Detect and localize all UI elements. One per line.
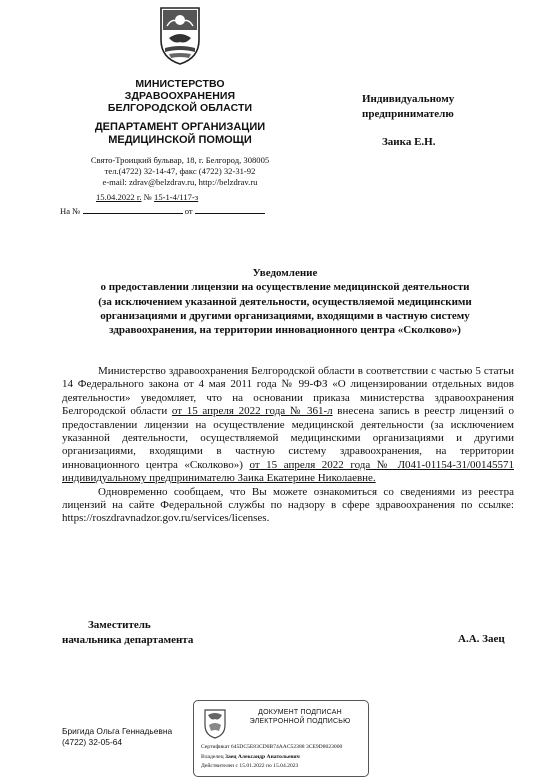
stamp-certificate-row (201, 743, 367, 753)
addressee-line: Индивидуальному (362, 93, 455, 105)
addressee-block (362, 92, 502, 122)
ministry-line: ЗДРАВООХРАНЕНИЯ (124, 90, 236, 102)
department-line: МЕДИЦИНСКОЙ ПОМОЩИ (108, 134, 252, 146)
body-text: внесена запись в реестр лицензий о предоставлении лицензии на осуществление медицинской деятельности (за исключением указанной деятельности, осуществляемой медицинскими организациями и другими организациями, входящими в частную систему здравоохранения, на территории инновационного центра «Сколково») (62, 405, 514, 471)
signatory-title-line: Заместитель (88, 619, 151, 631)
signatory-name: А.А. Заец (458, 633, 505, 645)
reply-prefix: На № (60, 206, 81, 216)
body-paragraph-1 (62, 365, 514, 486)
reply-number-blank (83, 205, 183, 214)
notice-subject-line: о предоставлении лицензии на осуществление медицинской деятельности (100, 281, 470, 294)
reply-reference-line (60, 205, 300, 217)
addressee-name: Заика Е.Н. (382, 136, 436, 148)
ministry-line: МИНИСТЕРСТВО (135, 78, 225, 90)
body-text: Министерство здравоохранения Белгородской области в соответствии с частью 5 статьи 14 Федерального закона от 4 мая 2011 года № 99-ФЗ «О лицензировании отдельных видов деятельности» уведомляет, что на основании приказа министерства здравоохранения Белгородской области (62, 365, 514, 418)
addressee-line: предпринимателю (362, 108, 454, 120)
executor-block (62, 726, 172, 748)
contact-block (60, 155, 300, 188)
reply-date-blank (195, 205, 265, 214)
electronic-signature-stamp (193, 700, 369, 777)
validity-label: Действителен (201, 763, 235, 769)
stamp-validity-row (201, 762, 367, 772)
notice-subject-line: (за исключением указанной деятельности, осуществляемой медицинскими (98, 295, 472, 308)
stamp-emblem-icon (202, 707, 228, 739)
signatory-title-line: начальника департамента (62, 634, 194, 646)
registration-number: 15-1-4/117-з (154, 192, 199, 202)
validity-value: с 15.01.2022 по 15.04.2023 (235, 763, 299, 769)
registration-line (96, 192, 276, 203)
certificate-label: Сертификат (201, 744, 230, 750)
notice-subject-line: организациями и другими организациями, входящими в частную систему (100, 309, 470, 322)
body-paragraph-2: Одновременно сообщаем, что Вы можете ознакомиться со сведениями из реестра лицензий на сайте Федеральной службы по надзору в сфере здравоохранения по ссылке: https://roszdravnadzor.gov.ru/services/licenses. (62, 485, 514, 525)
letter-body (62, 365, 514, 526)
owner-label: Владелец (201, 753, 224, 760)
ministry-line: БЕЛГОРОДСКОЙ ОБЛАСТИ (107, 102, 253, 114)
stamp-owner-row (201, 753, 367, 763)
signatory-title (62, 618, 193, 648)
notice-heading: Уведомление (252, 267, 318, 279)
stamp-heading (234, 708, 366, 726)
department-name (60, 121, 300, 147)
executor-phone: (4722) 32-05-64 (62, 737, 123, 747)
license-reference: от 15 апреля 2022 года № Л041-01154-31/00145571 индивидуальному предпринимателю Заика Екатерине Николаевне. (62, 458, 514, 485)
reply-from: от (184, 206, 193, 216)
stamp-heading-line: ЭЛЕКТРОННОЙ ПОДПИСЬЮ (249, 718, 351, 725)
address: Свято-Троицкий бульвар, 18, г. Белгород, 308005 (90, 155, 270, 165)
order-reference: от 15 апреля 2022 года № 361-л (171, 405, 333, 418)
registration-no-sign: № (143, 192, 152, 202)
department-line: ДЕПАРТАМЕНТ ОРГАНИЗАЦИИ (94, 121, 266, 133)
phone-fax: тел.(4722) 32-14-47, факс (4722) 32-31-92 (104, 166, 256, 176)
owner-value: Заец Александр Анатольевич (225, 753, 300, 760)
certificate-value: 645DC5E83CD0B74AAC52388 3CE9D8023000 (230, 744, 343, 750)
stamp-heading-line: ДОКУМЕНТ ПОДПИСАН (258, 709, 342, 716)
registration-date: 15.04.2022 г. (96, 192, 142, 202)
coat-of-arms-emblem (155, 4, 205, 66)
executor-name: Бригида Ольга Геннадьевна (62, 726, 173, 736)
email-web: e-mail: zdrav@belzdrav.ru, http://belzdrav.ru (102, 177, 258, 187)
notice-subject-line: здравоохранения, на территории инновационного центра «Сколково») (109, 324, 461, 337)
stamp-details (201, 743, 367, 772)
notice-title (55, 266, 515, 337)
ministry-name (60, 78, 300, 114)
